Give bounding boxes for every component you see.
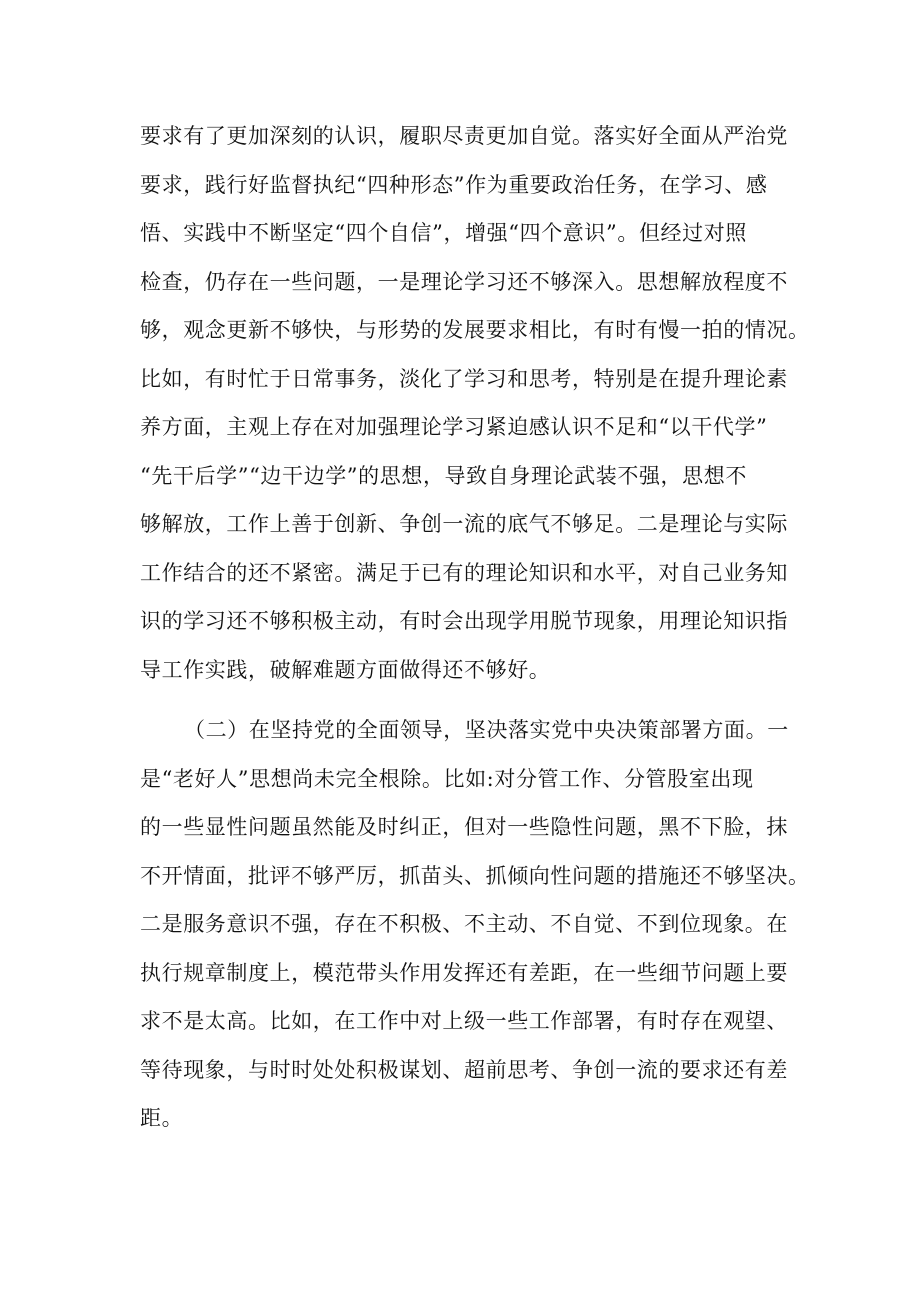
- text-line: 要求，践行好监督执纪“四种形态”作为重要政治任务，在学习、感: [140, 172, 768, 197]
- text-line: 不开情面，批评不够严厉，抓苗头、抓倾向性问题的措施还不够坚决。: [140, 863, 810, 888]
- text-line: 导工作实践，破解难题方面做得还不够好。: [140, 657, 551, 682]
- paragraph-party-leadership: [140, 706, 810, 1143]
- text-line: 求不是太高。比如，在工作中对上级一些工作部署，有时存在观望、: [140, 1009, 788, 1033]
- text-line: 够解放，工作上善于创新、争创一流的底气不够足。二是理论与实际: [140, 512, 788, 536]
- text-line: 识的学习还不够积极主动，有时会出现学用脱节现象，用理论知识指: [140, 609, 788, 633]
- text-line-heading: （二）在坚持党的全面领导，坚决落实党中央决策部署方面。一: [184, 718, 789, 742]
- text-line: “先干后学”“边干边学”的思想，导致自身理论武装不强，思想不: [140, 463, 747, 488]
- text-line: 养方面，主观上存在对加强理论学习紧迫感认识不足和“以干代学”: [140, 415, 768, 439]
- text-line: 要求有了更加深刻的认识，履职尽责更加自觉。落实好全面从严治党: [140, 124, 788, 148]
- text-line: 比如，有时忙于日常事务，淡化了学习和思考，特别是在提升理论素: [140, 366, 788, 391]
- text-line: 等待现象，与时时处处积极谋划、超前思考、争创一流的要求还有差: [140, 1057, 788, 1082]
- text-line: 执行规章制度上，模范带头作用发挥还有差距，在一些细节问题上要: [140, 960, 788, 985]
- text-line: 二是服务意识不强，存在不积极、不主动、不自觉、不到位现象。在: [140, 912, 788, 936]
- text-line: 是“老好人”思想尚未完全根除。比如:对分管工作、分管股室出现: [140, 766, 754, 791]
- text-line: 工作结合的还不紧密。满足于已有的理论知识和水平，对自己业务知: [140, 560, 788, 585]
- paragraph-theory-study: [140, 112, 810, 694]
- text-line: 悟、实践中不断坚定“四个自信”，增强“四个意识”。但经过对照: [140, 221, 747, 245]
- text-line: 距。: [140, 1106, 184, 1130]
- text-line: 的一些显性问题虽然能及时纠正，但对一些隐性问题，黑不下脸，抹: [140, 815, 788, 839]
- text-line: 够，观念更新不够快，与形势的发展要求相比，有时有慢一拍的情况。: [140, 318, 810, 342]
- text-line: 检查，仍存在一些问题，一是理论学习还不够深入。思想解放程度不: [140, 269, 788, 294]
